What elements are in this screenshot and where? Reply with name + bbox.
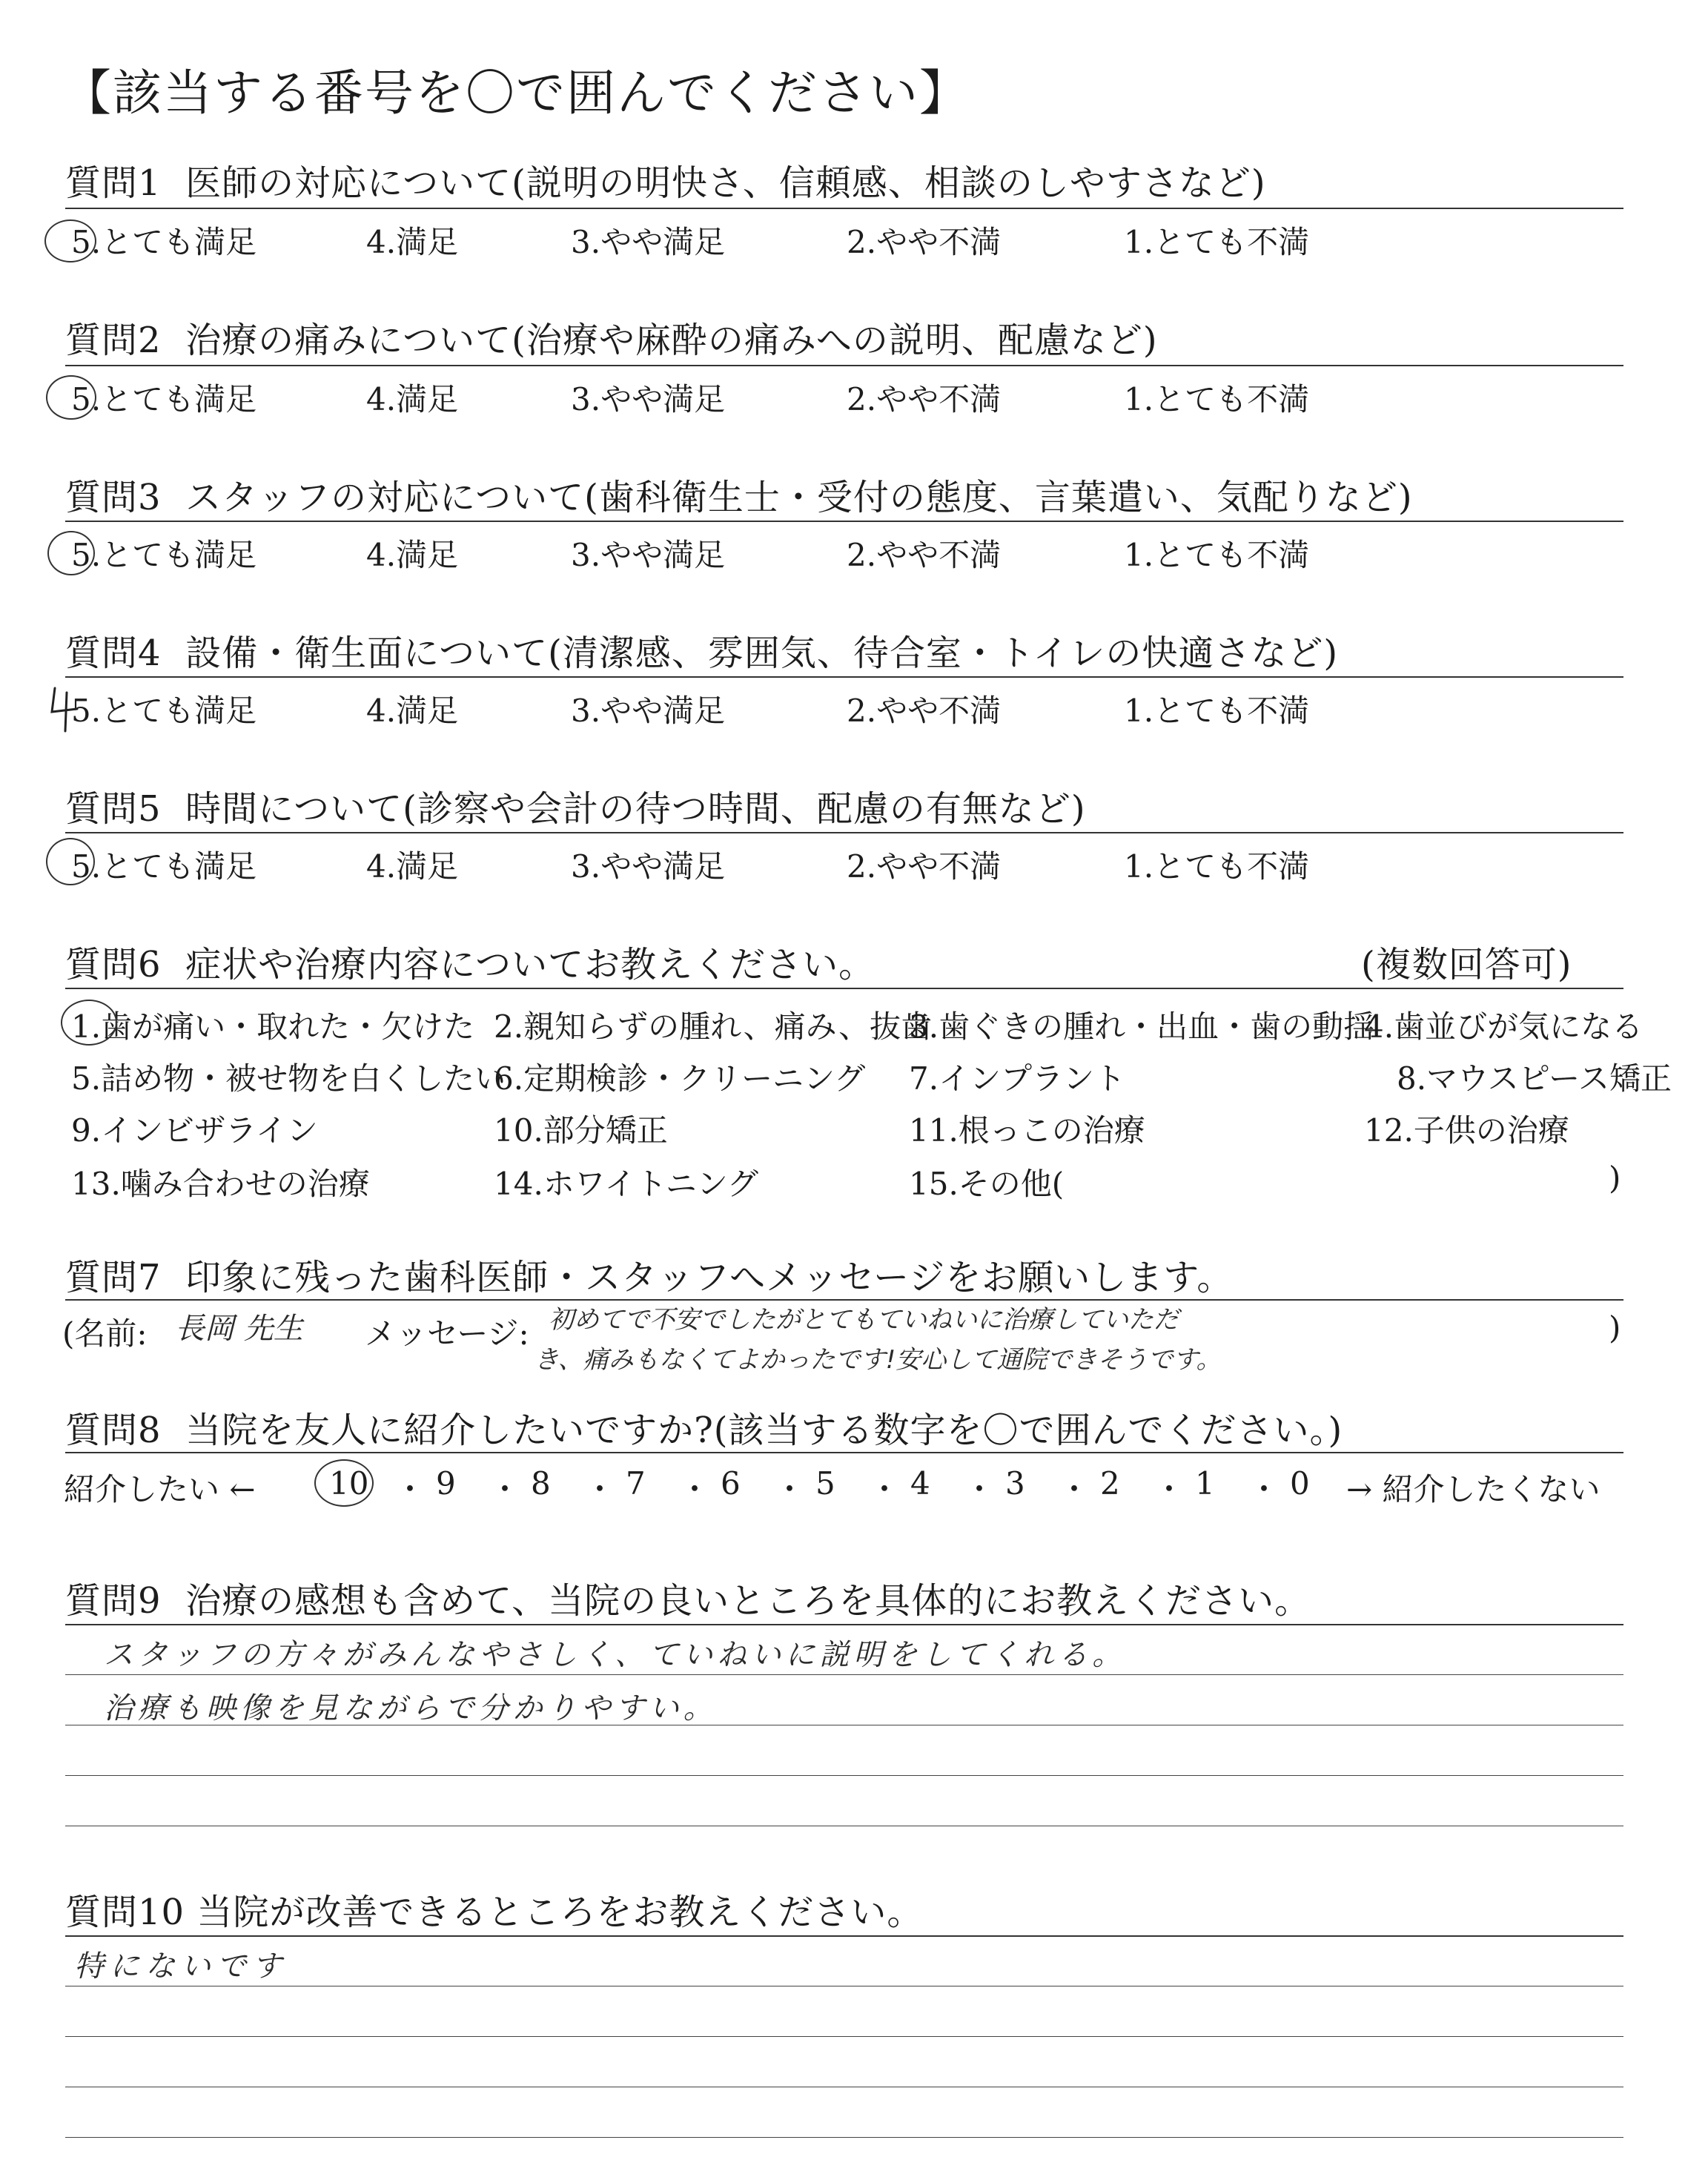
- q9-answer-line-2[interactable]: 治療も映像を見ながらで分かりやすい。: [104, 1691, 718, 1725]
- q6-item-6[interactable]: 6.定期検診・クリーニング: [494, 1060, 866, 1097]
- q6-item-14[interactable]: 14.ホワイトニング: [494, 1166, 759, 1202]
- scale-6[interactable]: 6: [721, 1465, 741, 1502]
- question-7-text: 質問7 印象に残った歯科医師・スタッフへメッセージをお願いします。: [65, 1257, 1234, 1298]
- page-title: 【該当する番号を〇で囲んでください】: [62, 65, 970, 122]
- q9-answer-line-1[interactable]: スタッフの方々がみんなやさしく、ていねいに説明をしてくれる。: [104, 1638, 1127, 1672]
- q5-option-2[interactable]: 2.やや不満: [847, 848, 1002, 885]
- q6-item-11[interactable]: 11.根っこの治療: [909, 1112, 1145, 1149]
- q1-option-2[interactable]: 2.やや不満: [847, 224, 1002, 260]
- q6-item-4[interactable]: 4.歯並びが気になる: [1364, 1008, 1644, 1045]
- q3-option-4[interactable]: 4.満足: [366, 537, 459, 573]
- scale-dot: ・: [774, 1471, 806, 1507]
- scale-dot: ・: [869, 1471, 901, 1507]
- scale-9[interactable]: 9: [436, 1465, 456, 1502]
- q4-option-2[interactable]: 2.やや不満: [847, 693, 1002, 729]
- q4-option-5[interactable]: 5.とても満足: [71, 693, 257, 729]
- handwritten-mark: [44, 682, 89, 736]
- selection-circle: [46, 375, 96, 420]
- scale-2[interactable]: 2: [1100, 1465, 1120, 1502]
- question-6-text: 質問6 症状や治療内容についてお教えください。: [65, 944, 875, 985]
- scale-5[interactable]: 5: [815, 1465, 835, 1502]
- scale-dot: ・: [1059, 1471, 1090, 1507]
- scale-dot: ・: [394, 1471, 426, 1507]
- q1-option-3[interactable]: 3.やや満足: [571, 224, 726, 260]
- q1-option-4[interactable]: 4.満足: [366, 224, 459, 260]
- q3-option-5[interactable]: 5.とても満足: [71, 537, 257, 573]
- scale-8[interactable]: 8: [531, 1465, 551, 1502]
- q3-option-3[interactable]: 3.やや満足: [571, 537, 726, 573]
- question-8-text: 質問8 当院を友人に紹介したいですか?(該当する数字を〇で囲んでください。): [65, 1410, 1343, 1451]
- q6-item-2[interactable]: 2.親知らずの腫れ、痛み、抜歯: [494, 1008, 933, 1045]
- question-10-text: 質問10 当院が改善できるところをお教えください。: [65, 1892, 924, 1933]
- q2-option-4[interactable]: 4.満足: [366, 381, 459, 417]
- question-4-text: 質問4 設備・衛生面について(清潔感、雰囲気、待合室・トイレの快適さなど): [65, 633, 1339, 674]
- scale-4[interactable]: 4: [910, 1465, 930, 1502]
- scale-left-label: 紹介したい ←: [64, 1471, 256, 1507]
- q4-option-3[interactable]: 3.やや満足: [571, 693, 726, 729]
- question-2-text: 質問2 治療の痛みについて(治療や麻酔の痛みへの説明、配慮など): [65, 320, 1158, 361]
- q6-item-13[interactable]: 13.噛み合わせの治療: [71, 1166, 370, 1202]
- q10-answer-line-1[interactable]: 特にないです: [74, 1949, 288, 1984]
- scale-right-label: → 紹介したくない: [1346, 1471, 1601, 1507]
- scale-7[interactable]: 7: [626, 1465, 646, 1502]
- q5-option-4[interactable]: 4.満足: [366, 848, 459, 885]
- q6-item-9[interactable]: 9.インビザライン: [71, 1112, 318, 1149]
- scale-dot: ・: [964, 1471, 996, 1507]
- q2-option-3[interactable]: 3.やや満足: [571, 381, 726, 417]
- q6-item-5[interactable]: 5.詰め物・被せ物を白くしたい: [71, 1060, 506, 1097]
- q2-option-2[interactable]: 2.やや不満: [847, 381, 1002, 417]
- q3-option-2[interactable]: 2.やや不満: [847, 537, 1002, 573]
- q6-item-15[interactable]: 15.その他(: [909, 1166, 1065, 1202]
- q4-option-1[interactable]: 1.とても不満: [1124, 693, 1310, 729]
- selection-circle: [47, 531, 95, 575]
- message-label: メッセージ:: [365, 1315, 529, 1352]
- q5-option-5[interactable]: 5.とても満足: [71, 848, 257, 885]
- q2-option-1[interactable]: 1.とても不満: [1124, 381, 1310, 417]
- scale-dot: ・: [1153, 1471, 1185, 1507]
- q5-option-3[interactable]: 3.やや満足: [571, 848, 726, 885]
- question-3-text: 質問3 スタッフの対応について(歯科衛生士・受付の態度、言葉遣い、気配りなど): [65, 477, 1413, 518]
- name-value[interactable]: 長岡 先生: [175, 1312, 303, 1346]
- message-close-paren: ): [1609, 1309, 1621, 1346]
- q3-option-1[interactable]: 1.とても不満: [1124, 537, 1310, 573]
- selection-circle: [61, 1000, 117, 1046]
- selection-circle: [44, 219, 96, 262]
- selection-circle: [314, 1459, 374, 1507]
- q1-option-5[interactable]: 5.とても満足: [71, 224, 257, 260]
- multiple-answer-note: (複数回答可): [1361, 944, 1572, 985]
- q6-item-12[interactable]: 12.子供の治療: [1364, 1112, 1569, 1149]
- q6-item-7[interactable]: 7.インプラント: [909, 1060, 1126, 1097]
- q4-option-4[interactable]: 4.満足: [366, 693, 459, 729]
- scale-1[interactable]: 1: [1195, 1465, 1215, 1502]
- name-label: (名前:: [62, 1315, 148, 1352]
- other-close-paren: ): [1609, 1160, 1621, 1196]
- question-5-text: 質問5 時間について(診察や会計の待つ時間、配慮の有無など): [65, 788, 1086, 830]
- message-line-1[interactable]: 初めてで不安でしたがとてもていねいに治療していただ: [549, 1305, 1179, 1335]
- question-9-text: 質問9 治療の感想も含めて、当院の良いところを具体的にお教えください。: [65, 1580, 1311, 1622]
- q2-option-5[interactable]: 5.とても満足: [71, 381, 257, 417]
- message-line-2[interactable]: き、痛みもなくてよかったです!安心して通院できそうです。: [534, 1345, 1222, 1375]
- scale-0[interactable]: 0: [1290, 1465, 1310, 1502]
- scale-3[interactable]: 3: [1005, 1465, 1025, 1502]
- scale-dot: ・: [1248, 1471, 1280, 1507]
- scale-dot: ・: [489, 1471, 521, 1507]
- q5-option-1[interactable]: 1.とても不満: [1124, 848, 1310, 885]
- q6-item-3[interactable]: 3.歯ぐきの腫れ・出血・歯の動揺: [909, 1008, 1375, 1045]
- scale-dot: ・: [679, 1471, 711, 1507]
- q6-item-10[interactable]: 10.部分矯正: [494, 1112, 668, 1149]
- q6-item-8[interactable]: 8.マウスピース矯正: [1397, 1060, 1672, 1097]
- scale-10[interactable]: 10: [329, 1465, 369, 1502]
- q6-item-1[interactable]: 1.歯が痛い・取れた・欠けた: [71, 1008, 475, 1045]
- q1-option-1[interactable]: 1.とても不満: [1124, 224, 1310, 260]
- scale-dot: ・: [584, 1471, 616, 1507]
- question-1-text: 質問1 医師の対応について(説明の明快さ、信頼感、相談のしやすさなど): [65, 162, 1266, 204]
- selection-circle: [46, 838, 95, 885]
